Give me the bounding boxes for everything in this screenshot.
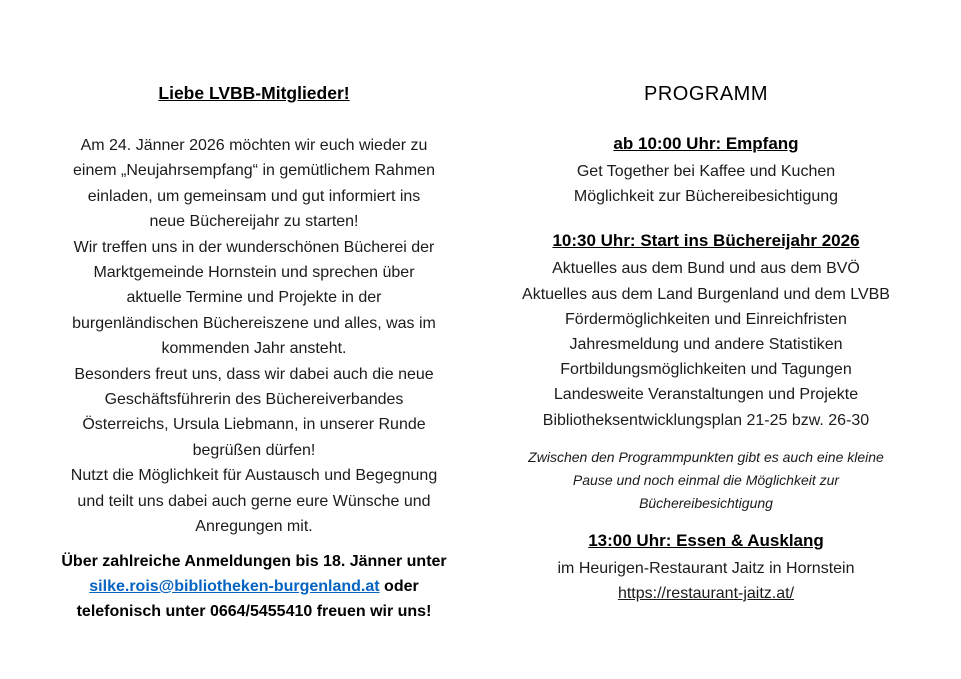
invitation-line: Marktgemeinde Hornstein und sprechen über xyxy=(93,264,415,282)
invitation-line: einladen, um gemeinsam und gut informiert ins xyxy=(87,187,421,205)
program-column xyxy=(498,82,914,626)
pause-note-line: Zwischen den Programmpunkten gibt es auch eine kleine xyxy=(528,448,884,465)
invitation-paragraph xyxy=(46,133,462,540)
registration-line xyxy=(46,574,462,599)
program-line: Bibliotheksentwicklungsplan 21-25 bzw. 26-30 xyxy=(542,411,870,429)
invitation-line: und teilt uns dabei auch gerne eure Wünsche und xyxy=(77,492,431,510)
invitation-line: begrüßen dürfen! xyxy=(192,441,316,459)
section-title: 10:30 Uhr: Start ins Büchereijahr 2026 xyxy=(552,231,860,251)
invitation-line: Wir treffen uns in der wunderschönen Bücherei der xyxy=(73,238,435,256)
email-link[interactable]: silke.rois@bibliotheken-burgenland.at xyxy=(89,577,380,595)
restaurant-link-line xyxy=(498,581,914,606)
invitation-line: Österreichs, Ursula Liebmann, in unserer Runde xyxy=(82,416,426,434)
section-title: 13:00 Uhr: Essen & Ausklang xyxy=(588,530,824,550)
pause-note xyxy=(498,446,914,515)
program-line: Möglichkeit zur Büchereibesichtigung xyxy=(573,188,839,206)
restaurant-link[interactable]: https://restaurant-jaitz.at/ xyxy=(617,585,795,603)
invitation-line: kommenden Jahr ansteht. xyxy=(161,340,347,358)
invitation-line: aktuelle Termine und Projekte in der xyxy=(126,289,382,307)
invitation-line: burgenländischen Büchereiszene und alles, was im xyxy=(72,314,436,332)
program-line: Landesweite Veranstaltungen und Projekte xyxy=(553,386,859,404)
program-line: Aktuelles aus dem Land Burgenland und dem LVBB xyxy=(522,285,890,303)
program-line: Fördermöglichkeiten und Einreichfristen xyxy=(565,310,847,328)
invitation-line: Nutzt die Möglichkeit für Austausch und Begegnung xyxy=(70,467,438,485)
registration-line: telefonisch unter 0664/5455410 freuen wir uns! xyxy=(76,603,432,621)
invitation-line: neue Büchereijahr zu starten! xyxy=(149,213,359,231)
program-section-essen xyxy=(498,529,914,606)
program-section-start xyxy=(498,229,914,432)
registration-paragraph xyxy=(46,549,462,625)
invitation-line: Besonders freut uns, dass wir dabei auch die neue xyxy=(74,365,434,383)
registration-line: Über zahlreiche Anmeldungen bis 18. Jänner unter xyxy=(61,552,447,570)
program-line: Aktuelles aus dem Bund und aus dem BVÖ xyxy=(552,260,860,278)
program-line: Jahresmeldung und andere Statistiken xyxy=(569,336,843,354)
invitation-column xyxy=(46,82,462,625)
program-heading: PROGRAMM xyxy=(644,83,768,105)
section-title: ab 10:00 Uhr: Empfang xyxy=(613,134,799,153)
pause-note-line: Pause und noch einmal die Möglichkeit zur xyxy=(572,471,840,488)
program-line: Get Together bei Kaffee und Kuchen xyxy=(576,163,836,180)
program-line: im Heurigen-Restaurant Jaitz in Hornstein xyxy=(557,559,855,577)
invitation-line: Anregungen mit. xyxy=(195,518,313,536)
invitation-line: Geschäftsführerin des Büchereiverbandes xyxy=(104,391,404,409)
invitation-line: Am 24. Jänner 2026 möchten wir euch wieder zu xyxy=(80,137,428,154)
program-line: Fortbildungsmöglichkeiten und Tagungen xyxy=(560,361,852,379)
letter-heading: Liebe LVBB-Mitglieder! xyxy=(158,83,350,103)
invitation-line: einem „Neujahrsempfang“ in gemütlichem Rahmen xyxy=(73,162,435,180)
pause-note-line: Büchereibesichtigung xyxy=(639,494,773,511)
program-section-empfang xyxy=(498,132,914,209)
registration-line-suffix: oder xyxy=(379,577,419,595)
